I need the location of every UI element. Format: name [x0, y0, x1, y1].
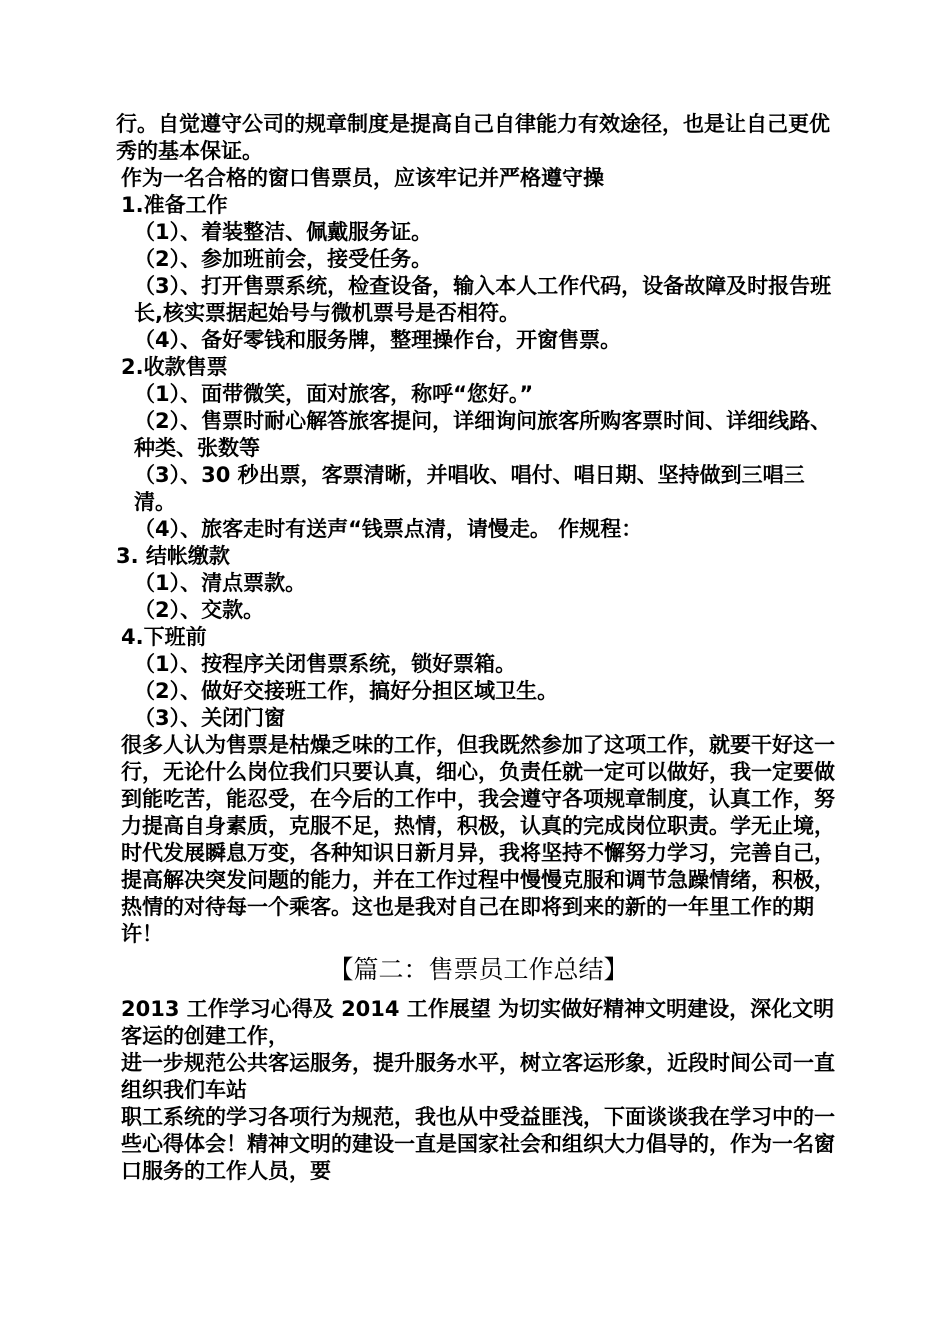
section-heading-preparation: 1.准备工作 — [121, 193, 228, 217]
paragraph-rules-intro: 行。自觉遵守公司的规章制度是提高自己自律能力有效途径，也是让自己更优秀的基本保证。 — [116, 112, 830, 163]
list-item-collect-2: （2）、售票时耐心解答旅客提问，详细询问旅客所购客票时间、详细线路、种类、张数等 — [134, 409, 832, 460]
section-heading-collection: 2.收款售票 — [121, 355, 228, 379]
list-item-prep-2: （2）、参加班前会，接受任务。 — [134, 247, 433, 271]
list-item-collect-1: （1）、面带微笑，面对旅客，称呼“您好。” — [134, 382, 534, 406]
list-item-off-1: （1）、按程序关闭售票系统，锁好票箱。 — [134, 652, 517, 676]
list-item-settle-1: （1）、清点票款。 — [134, 571, 307, 595]
document-body — [116, 111, 841, 1185]
list-item-collect-4: （4）、旅客走时有送声“钱票点清，请慢走。 作规程： — [134, 517, 643, 541]
list-item-settle-2: （2）、交款。 — [134, 598, 265, 622]
section-heading-settlement: 3. 结帐缴款 — [116, 544, 230, 568]
chapter-title: 【篇二：售票员工作总结】 — [328, 955, 629, 984]
paragraph-window-clerk: 作为一名合格的窗口售票员，应该牢记并严格遵守操 — [121, 166, 604, 190]
paragraph-summary-learning: 职工系统的学习各项行为规范，我也从中受益匪浅，下面谈谈我在学习中的一些心得体会！精神文明的建设一直是国家社会和组织大力倡导的，作为一名窗口服务的工作人员，要 — [121, 1105, 835, 1183]
list-item-prep-3: （3）、打开售票系统，检查设备，输入本人工作代码，设备故障及时报告班长,核实票据起始号与微机票号是否相符。 — [134, 274, 832, 325]
list-item-off-3: （3）、关闭门窗 — [134, 706, 286, 730]
list-item-prep-4: （4）、备好零钱和服务牌，整理操作台，开窗售票。 — [134, 328, 622, 352]
paragraph-summary-intro: 2013 工作学习心得及 2014 工作展望 为切实做好精神文明建设，深化文明客运的创建工作， — [121, 997, 835, 1048]
list-item-off-2: （2）、做好交接班工作，搞好分担区域卫生。 — [134, 679, 559, 703]
section-heading-offwork: 4.下班前 — [121, 625, 207, 649]
list-item-prep-1: （1）、着装整洁、佩戴服务证。 — [134, 220, 433, 244]
paragraph-conclusion: 很多人认为售票是枯燥乏味的工作，但我既然参加了这项工作，就要干好这一行，无论什么岗位我们只要认真，细心，负责任就一定可以做好，我一定要做到能吃苦，能忍受，在今后的工作中，我会遵守各项规章制度，认真工作，努力提高自身素质，克服不足，热情，积极，认真的完成岗位职责。学无止境，时代发展瞬息万变，各种知识日新月异，我将坚持不懈努力学习，完善自己，提高解决突发问题的能力，并在工作过程中慢慢克服和调节急躁情绪，积极，热情的对待每一个乘客。这也是我对自己在即将到来的新的一年里工作的期许！ — [121, 733, 835, 946]
paragraph-summary-service: 进一步规范公共客运服务，提升服务水平，树立客运形象，近段时间公司一直组织我们车站 — [121, 1051, 835, 1102]
list-item-collect-3: （3）、30 秒出票，客票清晰，并唱收、唱付、唱日期、坚持做到三唱三清。 — [134, 463, 805, 514]
